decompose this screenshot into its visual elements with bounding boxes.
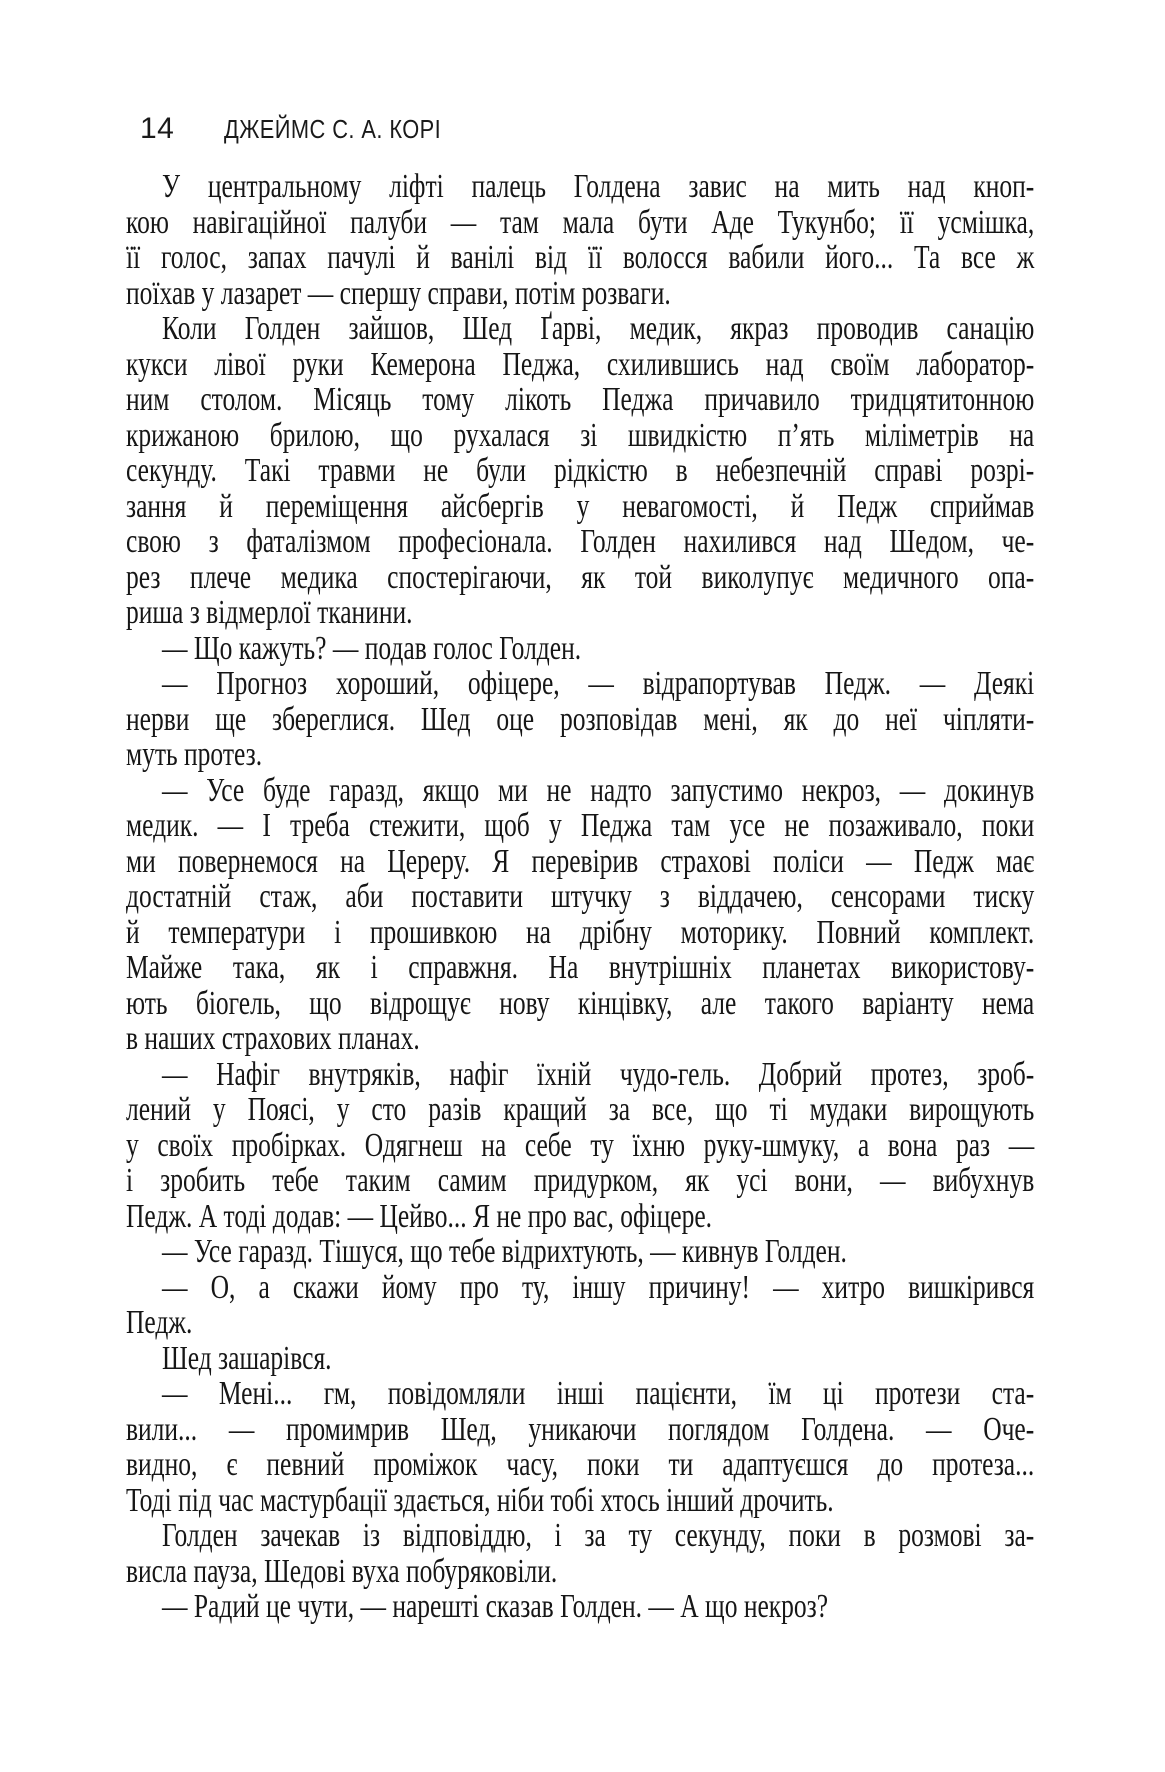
text-line: в наших страхових планах. <box>126 1020 420 1057</box>
text-line: — Усе буде гаразд, якщо ми не надто запустимо некроз, — докинув <box>162 771 1035 809</box>
text-line: кою навігаційної палуби — там мала бути Аде Тукунбо; її усмішка, <box>126 203 1035 241</box>
text-line: — Радий це чути, — нарешті сказав Голден. — А що некроз? <box>162 1588 829 1625</box>
text-line: — О, а скажи йому про ту, іншу причину! — хитро вишкірився <box>162 1268 1035 1306</box>
text-line: Коли Голден зайшов, Шед Ґарві, медик, якраз проводив санацію <box>162 310 1035 347</box>
text-line: — Прогноз хороший, офіцере, — відрапортував Педж. — Деякі <box>162 665 1035 702</box>
text-line: вили... — промимрив Шед, уникаючи поглядом Голдена. — Оче- <box>126 1410 1035 1448</box>
text-line: рез плече медика спостерігаючи, як той виколупує медичного опа- <box>126 558 1035 596</box>
text-line: висла пауза, Шедові вуха побуряковіли. <box>126 1552 558 1590</box>
text-line: Шед зашарівся. <box>162 1339 332 1377</box>
text-line: У центральному ліфті палець Голдена завис на мить над кноп- <box>162 168 1035 205</box>
text-line: кукси лівої руки Кемерона Педжа, схилившись над своїм лаборатор- <box>126 345 1035 383</box>
text-line: ми повернемося на Цереру. Я перевірив страхові поліси — Педж має <box>126 842 1035 880</box>
text-line: медик. — І треба стежити, щоб у Педжа там усе не позаживало, поки <box>126 807 1035 844</box>
text-line: — Усе гаразд. Тішуся, що тебе відрихтують, — кивнув Голден. <box>162 1233 847 1270</box>
text-line: ють біогель, що відрощує нову кінцівку, але такого варіанту нема <box>126 984 1035 1022</box>
text-line: видно, є певний проміжок часу, поки ти адаптуєшся до протеза... <box>126 1446 1035 1483</box>
text-line: — Що кажуть? — подав голос Голден. <box>162 629 582 667</box>
text-line: риша з відмерлої тканини. <box>126 594 413 631</box>
body-text <box>126 169 1034 1625</box>
text-line: лений у Поясі, у сто разів кращий за все, що ті мудаки вирощують <box>126 1091 1035 1128</box>
text-line: крижаною брилою, що рухалася зі швидкістю п’ять міліметрів на <box>126 416 1035 454</box>
text-line: Педж. А тоді додав: — Цейво... Я не про вас, офіцере. <box>126 1197 713 1235</box>
text-line: поїхав у лазарет — спершу справи, потім розваги. <box>126 274 671 312</box>
text-line: її голос, запах пачулі й ванілі від її волосся вабили його... Та все ж <box>126 239 1035 276</box>
text-line: свою з фаталізмом професіонала. Голден нахилився над Шедом, че- <box>126 523 1035 560</box>
text-line: і зробить тебе таким самим придурком, як усі вони, — вибухнув <box>126 1162 1035 1199</box>
text-line: достатній стаж, аби поставити штучку з віддачею, сенсорами тиску <box>126 878 1035 915</box>
text-line: секунду. Такі травми не були рідкістю в небезпечній справі розрі- <box>126 452 1035 489</box>
page-number: 14 <box>140 112 175 145</box>
running-head: ДЖЕЙМС С. А. КОРІ <box>224 114 442 144</box>
text-line: у своїх пробірках. Одягнеш на себе ту їхню руку-шмуку, а вона раз — <box>126 1126 1035 1164</box>
text-line: Майже така, як і справжня. На внутрішніх планетах використову- <box>126 949 1035 986</box>
text-line: нерви ще збереглися. Шед оце розповідав мені, як до неї чіпляти- <box>126 700 1035 738</box>
text-line: Педж. <box>126 1304 193 1341</box>
text-line: зання й переміщення айсбергів у невагомості, й Педж сприймав <box>126 487 1035 525</box>
text-line: — Нафіг внутряків, нафіг їхній чудо-гель. Добрий протез, зроб- <box>162 1055 1035 1093</box>
page-header <box>140 112 483 146</box>
text-line: Голден зачекав із відповіддю, і за ту секунду, поки в розмові за- <box>162 1517 1035 1554</box>
text-line: й температури і прошивкою на дрібну моторику. Повний комплект. <box>126 913 1035 951</box>
text-line: — Мені... гм, повідомляли інші пацієнти, їм ці протези ста- <box>162 1375 1035 1412</box>
text-line: ним столом. Місяць тому лікоть Педжа причавило тридцятитонною <box>126 381 1035 418</box>
text-line: муть протез. <box>126 736 263 773</box>
text-line: Тоді під час мастурбації здається, ніби тобі хтось інший дрочить. <box>126 1481 834 1519</box>
